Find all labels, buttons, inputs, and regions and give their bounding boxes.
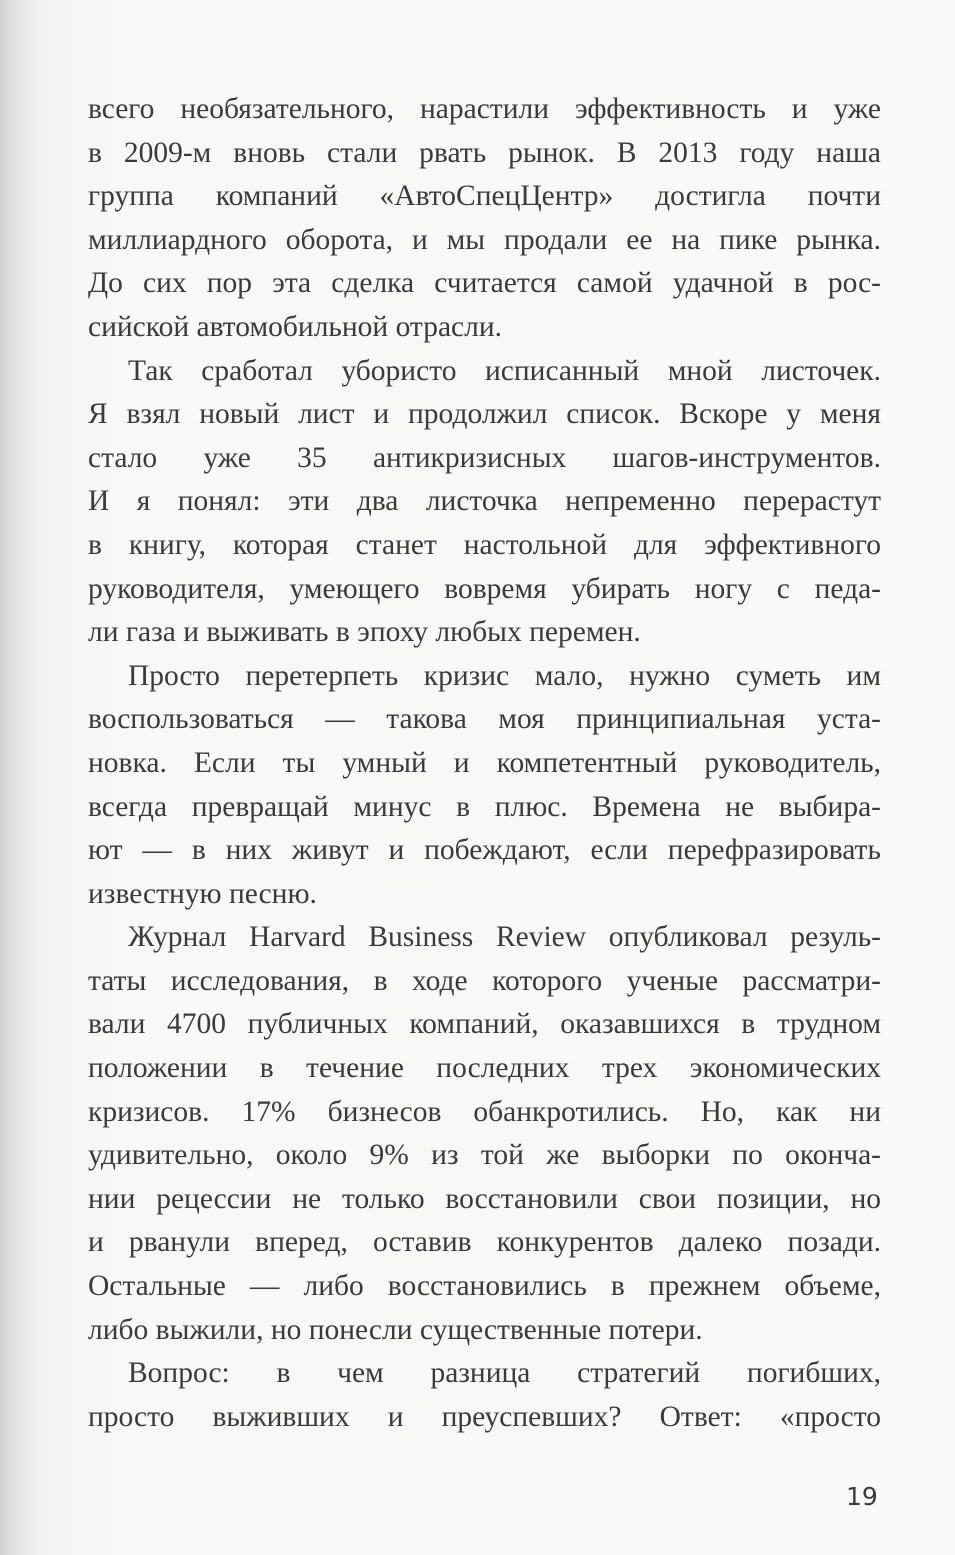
text-line: Вопрос: в чем разница стратегий погибших,: [128, 1357, 881, 1390]
page-body-text: [88, 88, 881, 1439]
paragraph: [88, 916, 881, 1352]
text-line: положении в течение последних трех экономических: [88, 1052, 881, 1085]
text-line: стало уже 35 антикризисных шагов-инструментов.: [88, 441, 881, 474]
paragraph: [88, 88, 881, 350]
text-line: сийской автомобильной отрасли.: [88, 310, 503, 343]
paragraph: [88, 1352, 881, 1439]
text-line: ют — в них живут и побеждают, если перефразировать: [88, 834, 881, 867]
text-line: И я понял: эти два листочка непременно перерастут: [88, 485, 881, 518]
text-line: группа компаний «АвтоСпецЦентр» достигла почти: [88, 180, 881, 213]
text-line: новка. Если ты умный и компетентный руководитель,: [88, 746, 881, 779]
page-number: 19: [846, 1482, 878, 1511]
text-line: всегда превращай минус в плюс. Времена не выбира-: [88, 790, 881, 823]
paragraph: [88, 350, 881, 655]
text-line: таты исследования, в ходе которого ученые рассматри-: [88, 964, 881, 997]
text-line: До сих пор эта сделка считается самой удачной в рос-: [88, 267, 881, 300]
text-line: вали 4700 публичных компаний, оказавшихся в трудном: [88, 1008, 881, 1041]
paragraph: [88, 655, 881, 917]
text-line: в книгу, которая станет настольной для эффективного: [88, 528, 881, 561]
text-line: Я взял новый лист и продолжил список. Вскоре у меня: [88, 398, 881, 431]
text-line: кризисов. 17% бизнесов обанкротились. Но, как ни: [88, 1095, 881, 1128]
text-line: Просто перетерпеть кризис мало, нужно суметь им: [128, 659, 881, 692]
text-line: Так сработал убористо исписанный мной листочек.: [128, 354, 881, 387]
text-line: воспользоваться — такова моя принципиальная уста-: [88, 703, 881, 736]
text-line: нии рецессии не только восстановили свои позиции, но: [88, 1182, 881, 1215]
text-line: известную песню.: [88, 877, 317, 910]
text-line: всего необязательного, нарастили эффективность и уже: [88, 93, 881, 125]
text-line: миллиардного оборота, и мы продали ее на пике рынка.: [88, 223, 881, 256]
text-line: Журнал Harvard Business Review опубликовал резуль-: [128, 921, 881, 954]
text-line: удивительно, около 9% из той же выборки по оконча-: [88, 1139, 881, 1172]
text-line: ли газа и выживать в эпоху любых перемен.: [88, 616, 641, 649]
text-line: Остальные — либо восстановились в прежнем объеме,: [88, 1270, 881, 1303]
text-line: либо выжили, но понесли существенные потери.: [88, 1313, 703, 1346]
text-line: и рванули вперед, оставив конкурентов далеко позади.: [88, 1226, 881, 1259]
text-line: руководителя, умеющего вовремя убирать ногу с педа-: [88, 572, 881, 605]
text-line: просто выживших и преуспевших? Ответ: «просто: [88, 1400, 881, 1433]
text-line: в 2009-м вновь стали рвать рынок. В 2013 году наша: [88, 136, 881, 169]
